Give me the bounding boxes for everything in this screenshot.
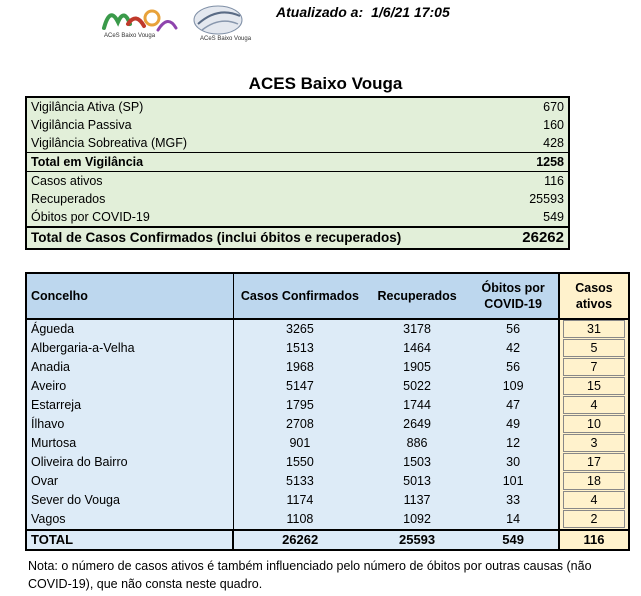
active-cases <box>559 415 629 434</box>
municipality-name: Estarreja <box>26 396 233 415</box>
active-cases <box>559 491 629 510</box>
active-cases <box>559 319 629 339</box>
covid-deaths: 56 <box>468 319 559 339</box>
covid-deaths: 14 <box>468 510 559 530</box>
active-cases-value: 7 <box>563 358 625 376</box>
confirmed-cases: 5147 <box>233 377 365 396</box>
summary-row <box>26 134 569 153</box>
recovered: 5022 <box>366 377 468 396</box>
total-ativos: 116 <box>559 530 629 550</box>
summary-row <box>26 208 569 227</box>
covid-deaths: 109 <box>468 377 559 396</box>
active-cases <box>559 396 629 415</box>
footnote: Nota: o número de casos ativos é também influenciado pelo número de óbitos por outras causas (não COVID-19), que não consta neste quadro. <box>28 559 592 591</box>
summary-label: Recuperados <box>31 192 106 206</box>
summary-row <box>26 97 569 116</box>
covid-deaths: 12 <box>468 434 559 453</box>
covid-deaths: 101 <box>468 472 559 491</box>
summary-value: 116 <box>544 174 564 188</box>
summary-row-total-surveillance <box>26 153 569 172</box>
table-row <box>26 396 629 415</box>
table-header-row <box>26 273 629 319</box>
active-cases <box>559 472 629 491</box>
municipality-name: Águeda <box>26 319 233 339</box>
col-header-ativos <box>559 273 629 319</box>
summary-row <box>26 116 569 134</box>
active-cases-value: 15 <box>563 377 625 395</box>
summary-label: Vigilância Ativa (SP) <box>31 100 144 114</box>
covid-deaths: 49 <box>468 415 559 434</box>
confirmed-cases: 5133 <box>233 472 365 491</box>
summary-value: 670 <box>543 100 564 114</box>
covid-deaths: 56 <box>468 358 559 377</box>
municipality-name: Aveiro <box>26 377 233 396</box>
active-cases <box>559 434 629 453</box>
recovered: 3178 <box>366 319 468 339</box>
municipality-name: Murtosa <box>26 434 233 453</box>
active-cases-value: 4 <box>563 396 625 414</box>
active-cases-value: 17 <box>563 453 625 471</box>
table-row <box>26 434 629 453</box>
total-recuperados: 25593 <box>366 530 468 550</box>
table-row <box>26 339 629 358</box>
table-row <box>26 319 629 339</box>
col-header-concelho: Concelho <box>26 273 233 319</box>
col-header-recuperados: Recuperados <box>366 273 468 319</box>
summary-value: 160 <box>543 118 564 132</box>
recovered: 2649 <box>366 415 468 434</box>
recovered: 1744 <box>366 396 468 415</box>
table-row <box>26 453 629 472</box>
table-total-row <box>26 530 629 550</box>
active-cases-value: 5 <box>563 339 625 357</box>
logo1-caption: ACeS Baixo Vouga <box>104 33 156 39</box>
col-header-ativos-line2: ativos <box>575 297 613 311</box>
active-cases-value: 4 <box>563 491 625 509</box>
recovered: 5013 <box>366 472 468 491</box>
col-header-ativos-line1: Casos <box>575 281 613 295</box>
summary-value: 26262 <box>505 227 569 249</box>
summary-label: Total de Casos Confirmados (inclui óbitos e recuperados) <box>26 227 505 249</box>
summary-label: Vigilância Passiva <box>31 118 132 132</box>
municipality-name: Ílhavo <box>26 415 233 434</box>
covid-deaths: 42 <box>468 339 559 358</box>
col-header-confirmados: Casos Confirmados <box>233 273 365 319</box>
summary-label: Vigilância Sobreativa (MGF) <box>31 136 188 150</box>
total-confirmados: 26262 <box>233 530 365 550</box>
table-row <box>26 472 629 491</box>
recovered: 886 <box>366 434 468 453</box>
updated-label: Atualizado a: <box>276 4 364 20</box>
municipality-name: Oliveira do Bairro <box>26 453 233 472</box>
active-cases-value: 2 <box>563 510 625 528</box>
confirmed-cases: 3265 <box>233 319 365 339</box>
municipality-name: Ovar <box>26 472 233 491</box>
covid-deaths: 30 <box>468 453 559 472</box>
summary-row-total-confirmed <box>26 227 569 249</box>
updated-value: 1/6/21 17:05 <box>371 4 450 20</box>
recovered: 1503 <box>366 453 468 472</box>
municipality-name: Sever do Vouga <box>26 491 233 510</box>
logo2-caption: ACeS Baixo Vouga <box>200 36 252 42</box>
confirmed-cases: 1174 <box>233 491 365 510</box>
col-header-obitos-line2: COVID-19 <box>484 297 542 311</box>
surveillance-summary-table <box>25 96 570 250</box>
summary-value: 428 <box>543 136 564 150</box>
table-row <box>26 491 629 510</box>
summary-row <box>26 172 569 191</box>
active-cases <box>559 377 629 396</box>
col-header-obitos-line1: Óbitos por <box>481 281 545 295</box>
municipality-name: Vagos <box>26 510 233 530</box>
summary-row <box>26 190 569 208</box>
confirmed-cases: 1795 <box>233 396 365 415</box>
covid-deaths: 33 <box>468 491 559 510</box>
active-cases-value: 31 <box>563 320 625 338</box>
active-cases <box>559 453 629 472</box>
summary-value: 549 <box>543 210 564 224</box>
total-label: TOTAL <box>26 530 233 550</box>
updated-timestamp <box>276 4 450 20</box>
recovered: 1905 <box>366 358 468 377</box>
active-cases <box>559 510 629 530</box>
page-title: ACES Baixo Vouga <box>248 74 403 93</box>
summary-value: 25593 <box>529 192 564 206</box>
confirmed-cases: 1968 <box>233 358 365 377</box>
confirmed-cases: 1108 <box>233 510 365 530</box>
active-cases-value: 18 <box>563 472 625 490</box>
confirmed-cases: 2708 <box>233 415 365 434</box>
cases-by-municipality-table <box>25 272 630 551</box>
confirmed-cases: 1513 <box>233 339 365 358</box>
summary-label: Óbitos por COVID-19 <box>31 210 150 224</box>
confirmed-cases: 901 <box>233 434 365 453</box>
recovered: 1092 <box>366 510 468 530</box>
municipality-name: Albergaria-a-Velha <box>26 339 233 358</box>
col-header-obitos <box>468 273 559 319</box>
active-cases-value: 3 <box>563 434 625 452</box>
municipality-name: Anadia <box>26 358 233 377</box>
summary-label: Casos ativos <box>31 174 103 188</box>
active-cases <box>559 358 629 377</box>
table-row <box>26 510 629 530</box>
confirmed-cases: 1550 <box>233 453 365 472</box>
recovered: 1464 <box>366 339 468 358</box>
table-row <box>26 415 629 434</box>
summary-label: Total em Vigilância <box>26 153 505 172</box>
table-row <box>26 377 629 396</box>
covid-deaths: 47 <box>468 396 559 415</box>
table-row <box>26 358 629 377</box>
total-obitos: 549 <box>468 530 559 550</box>
summary-value: 1258 <box>505 153 569 172</box>
active-cases-value: 10 <box>563 415 625 433</box>
recovered: 1137 <box>366 491 468 510</box>
active-cases <box>559 339 629 358</box>
